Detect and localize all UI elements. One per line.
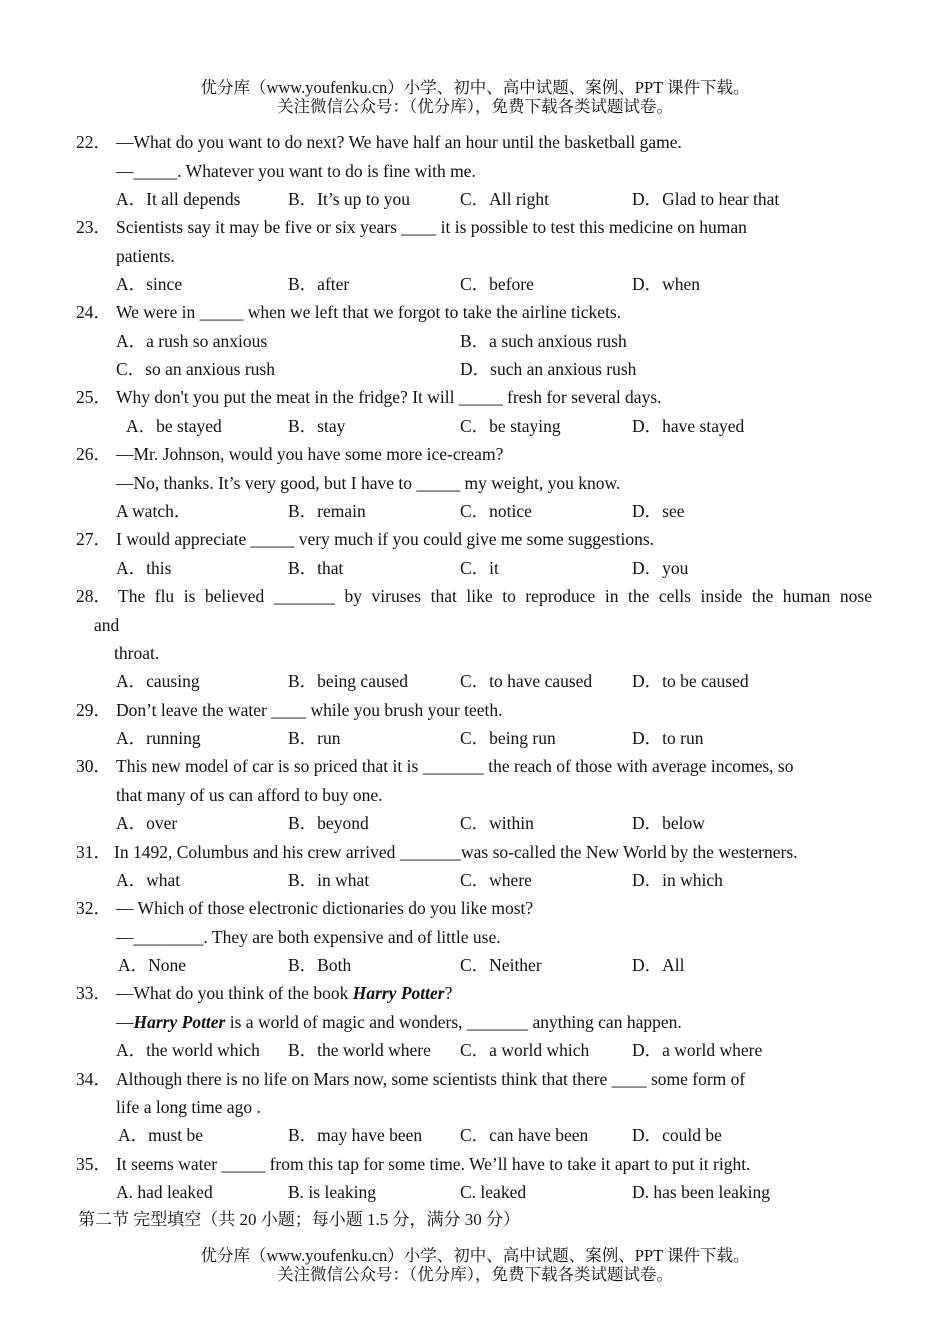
option-a: A．be stayed [126,416,222,436]
option-b: B．a such anxious rush [460,331,627,351]
page-footer [0,1246,950,1284]
question-stem: — Which of those electronic dictionaries do you like most? [116,898,534,918]
question-number: 33． [76,983,111,1003]
option-d: D．in which [632,870,723,890]
stem-text: —What do you think of the book [116,983,353,1003]
question-stem-line: and [94,615,120,635]
option-d: D．you [632,558,689,578]
question-stem: It seems water _____ from this tap for some time. We’ll have to take it apart to put it right. [116,1154,751,1174]
option-d: D．All [632,955,685,975]
question-number: 29． [76,700,111,720]
question-stem: Scientists say it may be five or six years ____ it is possible to test this medicine on human [116,217,747,237]
question-number: 25． [76,387,111,407]
question-stem: I would appreciate _____ very much if you could give me some suggestions. [116,529,655,549]
question-stem-line: —_____. Whatever you want to do is fine with me. [116,161,476,181]
option-a: A．It all depends [116,189,241,209]
option-d: D. has been leaking [632,1182,771,1202]
question-stem-line: —________. They are both expensive and of little use. [116,927,501,947]
question-stem [116,982,452,1004]
question-number: 26． [76,444,111,464]
question-stem-line: patients. [116,246,175,266]
option-d: D．have stayed [632,416,745,436]
question-number: 28． [76,586,111,606]
option-c: C．it [460,558,499,578]
option-c: C．being run [460,728,556,748]
question-stem: Why don't you put the meat in the fridge? It will _____ fresh for several days. [116,387,662,407]
option-c: C．can have been [460,1125,589,1145]
stem-text: ? [444,983,453,1003]
option-a: A．this [116,558,172,578]
question-stem-line: that many of us can afford to buy one. [116,785,383,805]
page-header [0,78,950,116]
option-c: C．be staying [460,416,561,436]
option-d: D．when [632,274,701,294]
option-c: C．to have caused [460,671,593,691]
question-number: 22． [76,132,111,152]
option-a: A．since [116,274,183,294]
header-line-2: 关注微信公众号：（优分库），免费下载各类试题试卷。 [277,97,673,116]
option-b: B．the world where [288,1040,431,1060]
option-a: A．a rush so anxious [116,331,268,351]
stem-text: — [116,1012,134,1032]
question-stem: Although there is no life on Mars now, some scientists think that there ____ some form of [116,1069,746,1089]
option-b: B．remain [288,501,366,521]
question-stem-line: throat. [114,643,160,663]
option-d: D．to be caused [632,671,749,691]
option-a: A．must be [118,1125,204,1145]
question-number: 35． [76,1154,111,1174]
option-c: C．where [460,870,532,890]
stem-text: is a world of magic and wonders, _______ anything can happen. [225,1012,682,1032]
option-c: C. leaked [460,1182,527,1202]
footer-line-1: 优分库（www.youfenku.cn）小学、初中、高中试题、案例、PPT 课件下载。 [200,1246,750,1265]
option-a: A．over [116,813,178,833]
section-title: 第二节 完型填空（共 20 小题；每小题 1.5 分，满分 30 分） [78,1210,520,1229]
question-number: 34． [76,1069,111,1089]
option-c: C．notice [460,501,532,521]
footer-line-2: 关注微信公众号：（优分库），免费下载各类试题试卷。 [277,1265,673,1284]
option-a: A．causing [116,671,200,691]
option-a: A watch． [116,501,192,521]
question-number: 30． [76,756,111,776]
option-d: D．could be [632,1125,722,1145]
option-b: B. is leaking [288,1182,376,1202]
option-c: C．All right [460,189,549,209]
option-c: C．before [460,274,534,294]
question-stem: —What do you want to do next? We have half an hour until the basketball game. [116,132,682,152]
option-c: C．within [460,813,534,833]
question-number: 32． [76,898,111,918]
question-stem-line [116,1011,682,1033]
question-stem: Don’t leave the water ____ while you brush your teeth. [116,700,503,720]
option-d: D．such an anxious rush [460,359,637,379]
option-b: B．Both [288,955,352,975]
option-b: B．in what [288,870,370,890]
option-a: A．what [116,870,181,890]
question-number: 24． [76,302,111,322]
question-stem: We were in _____ when we left that we forgot to take the airline tickets. [116,302,622,322]
question-stem-line: life a long time ago . [116,1097,261,1117]
option-a: A．running [116,728,201,748]
option-d: D．Glad to hear that [632,189,780,209]
option-b: B．after [288,274,350,294]
option-d: D．a world where [632,1040,763,1060]
question-stem: The flu is believed _______ by viruses that like to reproduce in the cells inside the human nose [118,586,872,606]
question-stem: This new model of car is so priced that it is _______ the reach of those with average incomes, so [116,756,794,776]
option-d: D．below [632,813,705,833]
question-number: 31． [76,842,111,862]
option-b: B．run [288,728,341,748]
book-title: Harry Potter [133,1012,226,1032]
question-number: 23． [76,217,111,237]
option-b: B．It’s up to you [288,189,411,209]
question-stem: —Mr. Johnson, would you have some more ice-cream? [116,444,504,464]
option-c: C．so an anxious rush [116,359,275,379]
header-line-1: 优分库（www.youfenku.cn）小学、初中、高中试题、案例、PPT 课件下载。 [200,78,750,97]
option-b: B．that [288,558,344,578]
option-b: B．beyond [288,813,369,833]
option-b: B．may have been [288,1125,423,1145]
option-b: B．stay [288,416,346,436]
option-b: B．being caused [288,671,409,691]
question-number: 27． [76,529,111,549]
option-c: C．a world which [460,1040,590,1060]
question-stem: In 1492, Columbus and his crew arrived _______was so-called the New World by the westerners. [114,842,798,862]
option-a: A．None [118,955,187,975]
option-d: D．to run [632,728,704,748]
question-stem-line: —No, thanks. It’s very good, but I have to _____ my weight, you know. [116,473,621,493]
option-a: A．the world which [116,1040,260,1060]
option-d: D．see [632,501,685,521]
option-a: A. had leaked [116,1182,213,1202]
book-title: Harry Potter [352,983,445,1003]
option-c: C．Neither [460,955,542,975]
